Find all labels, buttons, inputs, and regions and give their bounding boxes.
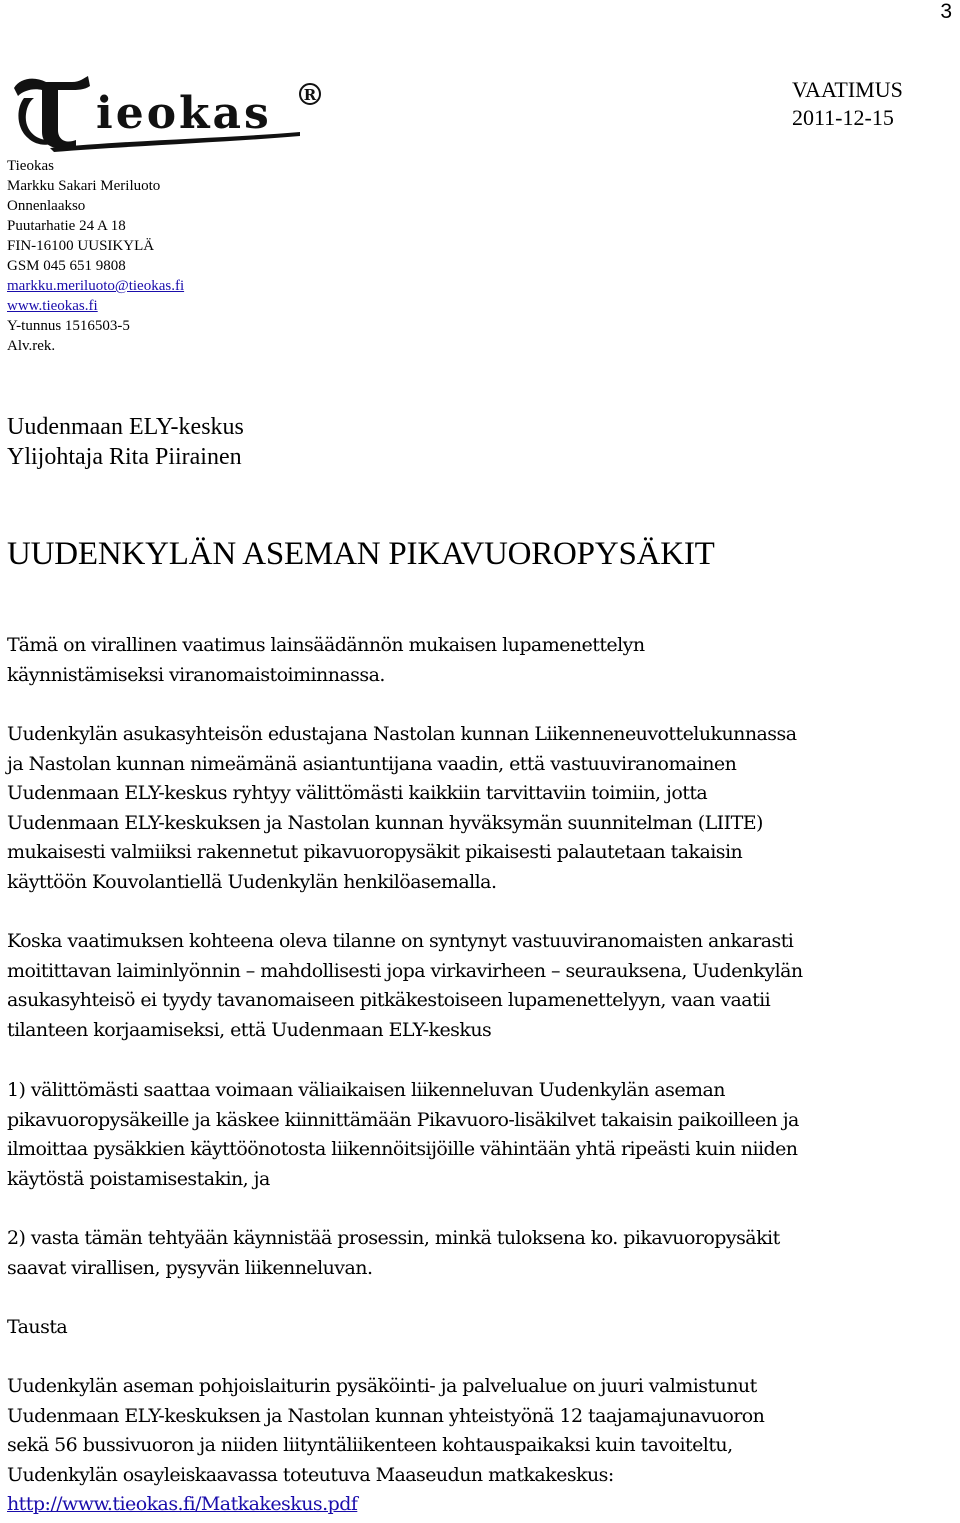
paragraph-reason	[7, 927, 803, 1045]
recipient-block	[7, 412, 244, 472]
text-line: Uudenmaan ELY-keskuksen ja Nastolan kunnan yhteistyönä 12 taajamajunavuoron	[7, 1404, 765, 1427]
text-line: Uudenkylän osayleiskaavassa toteutuva Maaseudun matkakeskus:	[7, 1463, 614, 1486]
svg-text:ieokas: ieokas	[96, 88, 272, 139]
paragraph-point-2	[7, 1224, 780, 1283]
recipient-person: Ylijohtaja Rita Piirainen	[7, 444, 242, 470]
text-line: Uudenmaan ELY-keskuksen ja Nastolan kunnan hyväksymän suunnitelman (LIITE)	[7, 811, 763, 834]
sender-street: Puutarhatie 24 A 18	[7, 218, 126, 234]
text-line: ja Nastolan kunnan nimeämänä asiantuntijana vaadin, että vastuuviranomainen	[7, 752, 737, 775]
page-number: 3	[940, 0, 952, 23]
text-line: käyttöön Kouvolantiellä Uudenkylän henkilöasemalla.	[7, 870, 497, 893]
text-line: Uudenkylän aseman pohjoislaiturin pysäköinti- ja palvelualue on juuri valmistunut	[7, 1375, 757, 1397]
text-line: käynnistämiseksi viranomaistoiminnassa.	[7, 663, 385, 686]
document-date: 2011-12-15	[792, 105, 894, 130]
sender-email-link[interactable]: markku.meriluoto@tieokas.fi	[7, 278, 185, 294]
registered-mark-icon: R	[303, 86, 317, 104]
text-line: Tämä on virallinen vaatimus lainsäädännön mukaisen lupamenettelyn	[7, 634, 645, 656]
sender-name: Markku Sakari Meriluoto	[7, 178, 161, 194]
sender-website-link[interactable]: www.tieokas.fi	[7, 298, 98, 314]
sender-vat: Alv.rek.	[7, 338, 56, 354]
document-title: UUDENKYLÄN ASEMAN PIKAVUOROPYSÄKIT	[7, 536, 715, 572]
text-line: Uudenmaan ELY-keskus ryhtyy välittömästi kaikkiin tarvittaviin toimiin, jotta	[7, 782, 708, 804]
paragraph-background	[7, 1372, 764, 1520]
text-line: 2) vasta tämän tehtyään käynnistää prosessin, minkä tuloksena ko. pikavuoropysäkit	[7, 1227, 780, 1249]
text-line: asukasyhteisö ei tyydy tavanomaiseen pitkäkestoiseen lupamenettelyyn, vaan vaatii	[7, 989, 771, 1011]
sender-block	[7, 156, 184, 356]
document-header	[792, 76, 903, 132]
tieokas-logo	[10, 74, 330, 154]
text-line: ilmoittaa pysäkkien käyttöönotosta liikennöitsijöille vähintään yhtä ripeästi kuin niiden	[7, 1138, 798, 1160]
paragraph-intro	[7, 631, 645, 690]
text-line: moitittavan laiminlyönnin – mahdollisesti jopa virkavirheen – seurauksena, Uudenkylän	[7, 959, 803, 982]
matkakeskus-pdf-link[interactable]: http://www.tieokas.fi/Matkakeskus.pdf	[7, 1493, 358, 1515]
paragraph-point-1	[7, 1076, 799, 1194]
text-line: mukaisesti valmiiksi rakennetut pikavuoropysäkit pikaisesti palautetaan takaisin	[7, 841, 743, 863]
text-line: Koska vaatimuksen kohteena oleva tilanne on syntynyt vastuuviranomaisten ankarasti	[7, 930, 794, 952]
text-line: 1) välittömästi saattaa voimaan väliaikaisen liikenneluvan Uudenkylän aseman	[7, 1079, 725, 1101]
text-line: sekä 56 bussivuoron ja niiden liityntäliikenteen kohtauspaikaksi kuin tavoiteltu,	[7, 1434, 733, 1456]
sender-district: Onnenlaakso	[7, 198, 86, 214]
text-line: Uudenkylän asukasyhteisön edustajana Nastolan kunnan Liikenneneuvottelukunnassa	[7, 723, 797, 745]
tieokas-logo-graphic	[10, 74, 330, 154]
section-heading-tausta: Tausta	[7, 1316, 68, 1338]
text-line: saavat virallisen, pysyvän liikenneluvan.	[7, 1256, 373, 1279]
text-line: tilanteen korjaamiseksi, että Uudenmaan ELY-keskus	[7, 1018, 492, 1041]
text-line: pikavuoropysäkeille ja käskee kiinnittämään Pikavuoro-lisäkilvet takaisin paikoilleen ja	[7, 1108, 799, 1131]
sender-company: Tieokas	[7, 158, 54, 174]
recipient-organization: Uudenmaan ELY-keskus	[7, 414, 244, 440]
text-line: käytöstä poistamisestakin, ja	[7, 1167, 270, 1190]
sender-postal: FIN-16100 UUSIKYLÄ	[7, 238, 155, 254]
document-type: VAATIMUS	[792, 77, 903, 102]
paragraph-demand	[7, 720, 796, 897]
sender-business-id: Y-tunnus 1516503-5	[7, 318, 130, 334]
sender-phone: GSM 045 651 9808	[7, 258, 126, 274]
